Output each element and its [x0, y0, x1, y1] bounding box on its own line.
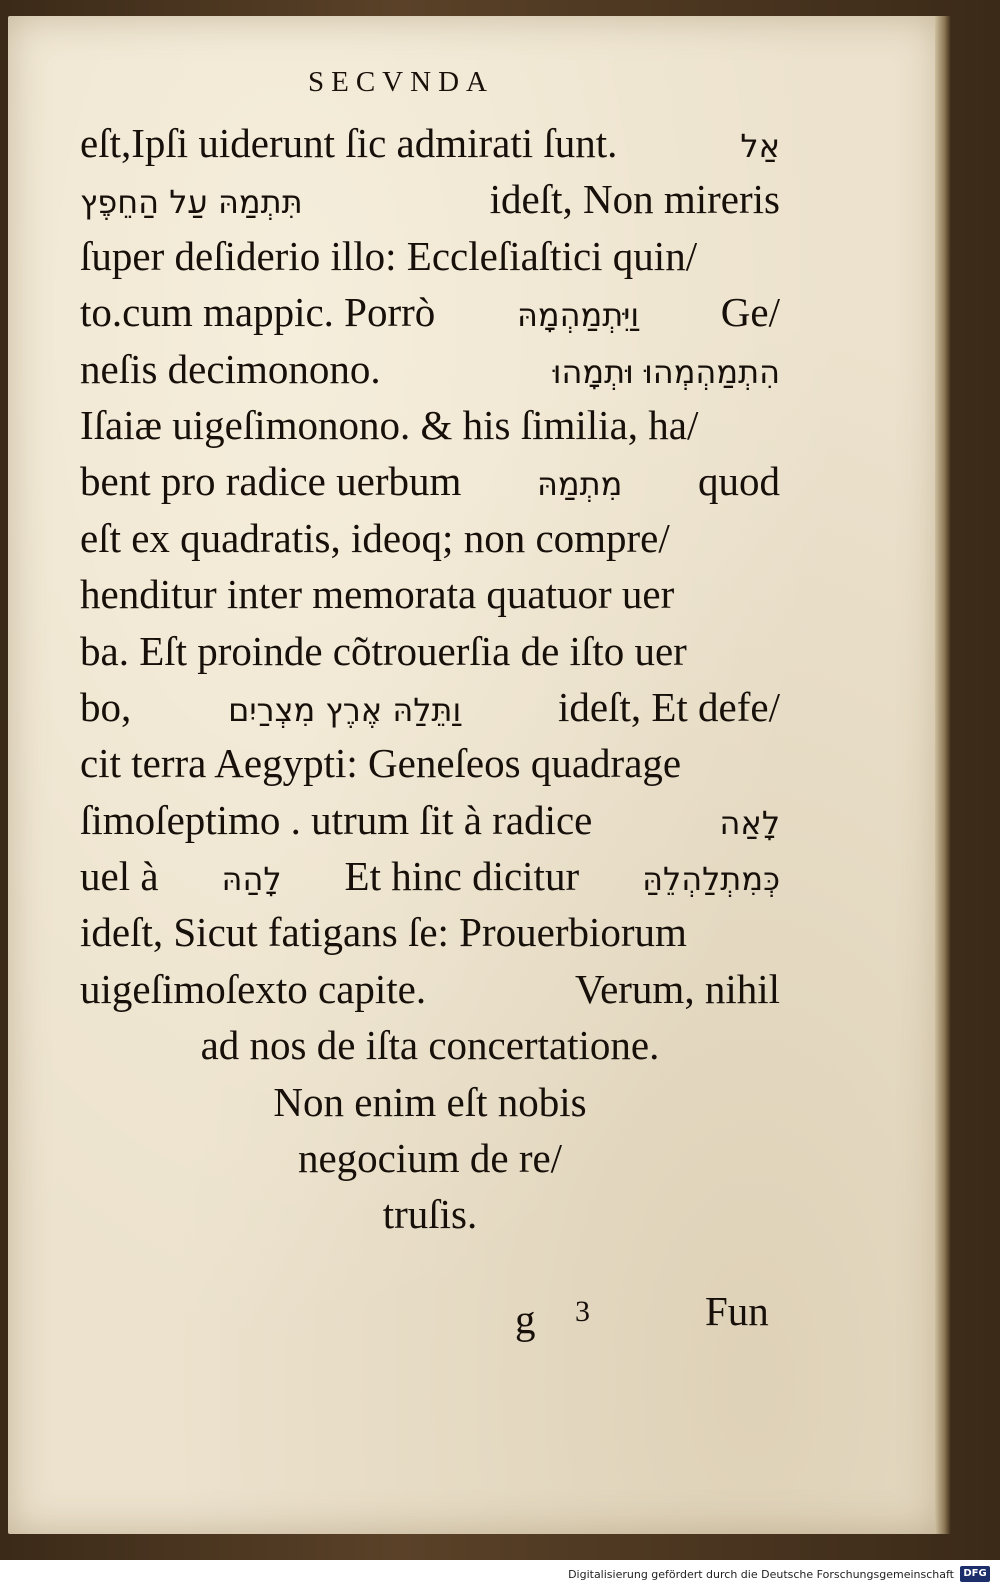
main-text — [80, 115, 780, 1243]
catchword-line — [505, 1283, 805, 1343]
latin-text: eſt,Ipſi uiderunt ſic admirati ſunt. — [80, 120, 618, 166]
signature-number: 3 — [575, 1295, 590, 1328]
text-line — [80, 679, 780, 735]
hebrew-word: לָהַהּ — [221, 860, 282, 899]
latin-text: quod — [698, 458, 780, 505]
hebrew-word: אַל — [740, 127, 780, 165]
text-line — [80, 735, 780, 791]
text-line — [80, 904, 780, 960]
dfg-logo: DFG — [960, 1566, 990, 1582]
latin-text: ba. Eſt proinde cõtrouerſia de iſto uer — [80, 627, 687, 674]
running-head: SECVNDA — [308, 66, 494, 98]
latin-text: Non enim eſt nobis — [273, 1078, 587, 1125]
text-line — [80, 566, 780, 622]
signature-mark: g — [515, 1296, 536, 1342]
latin-text: Verum, nihil — [575, 965, 780, 1012]
latin-text: Iſaiæ uigeſimonono. & his ſimilia, ha/ — [80, 401, 699, 448]
text-line — [80, 792, 780, 848]
latin-text: eſt ex quadratis, ideoq; non compre/ — [80, 514, 670, 561]
hebrew-word: כְּמִתְלַהְלֵהַּ — [642, 860, 780, 899]
text-line — [80, 1017, 780, 1073]
latin-text: ideſt, Sicut fatigans ſe: Prouerbiorum — [80, 909, 687, 956]
hebrew-word: לָאַה — [719, 803, 780, 842]
text-line — [80, 228, 780, 284]
latin-text: cit terra Aegypti: Geneſeos quadrage — [80, 740, 682, 787]
text-line — [80, 1130, 780, 1186]
latin-text: ſimoſeptimo . utrum ſit à radice — [80, 796, 593, 843]
hebrew-word: תִּתְמַהּ עַל הַחֵפֶץ — [80, 183, 303, 222]
latin-text: negocium de re/ — [297, 1135, 563, 1182]
text-line — [80, 453, 780, 509]
latin-text: Et hinc dicitur — [344, 853, 580, 900]
latin-text: Ge/ — [720, 289, 780, 336]
text-line — [80, 397, 780, 453]
latin-text: uigeſimoſexto capite. — [80, 965, 427, 1012]
hebrew-word: הִתְמַהְמְהוּ וּתְמָהוּ — [552, 352, 780, 391]
latin-text: henditur inter memorata quatuor uer — [80, 571, 675, 618]
text-line — [80, 623, 780, 679]
latin-text: uel à — [80, 853, 159, 900]
footer-credit: Digitalisierung gefördert durch die Deutsche Forschungsgemeinschaft — [568, 1568, 954, 1581]
text-line — [80, 115, 780, 171]
catchword: Fun — [705, 1288, 769, 1334]
text-line — [80, 1186, 780, 1242]
latin-text: ideſt, Non mireris — [489, 176, 780, 223]
hebrew-word: וַתֵּלַהּ אֶרֶץ מִצְרַיִם — [228, 690, 462, 729]
latin-text: neſis decimonono. — [80, 345, 381, 392]
latin-text: bent pro radice uerbum — [80, 458, 462, 505]
text-line — [80, 171, 780, 227]
text-line — [80, 961, 780, 1017]
text-line — [80, 284, 780, 340]
text-line — [80, 1074, 780, 1130]
text-line — [80, 510, 780, 566]
text-line — [80, 848, 780, 904]
latin-text: to.cum mappic. Porrò — [80, 289, 436, 336]
latin-text: ſuper deſiderio illo: Eccleſiaſtici quin/ — [80, 232, 698, 279]
latin-text: bo, — [80, 683, 132, 730]
hebrew-word: מִתְמַהּ — [536, 465, 623, 504]
page-edge — [935, 16, 951, 1534]
text-line — [80, 341, 780, 397]
hebrew-word: וַיִּתְמַהְמָהּ — [516, 296, 640, 335]
latin-text: truſis. — [382, 1191, 478, 1238]
latin-text: ad nos de iſta concertatione. — [200, 1022, 660, 1069]
footer-bar — [0, 1560, 1000, 1591]
latin-text: ideſt, Et defe/ — [557, 683, 780, 730]
